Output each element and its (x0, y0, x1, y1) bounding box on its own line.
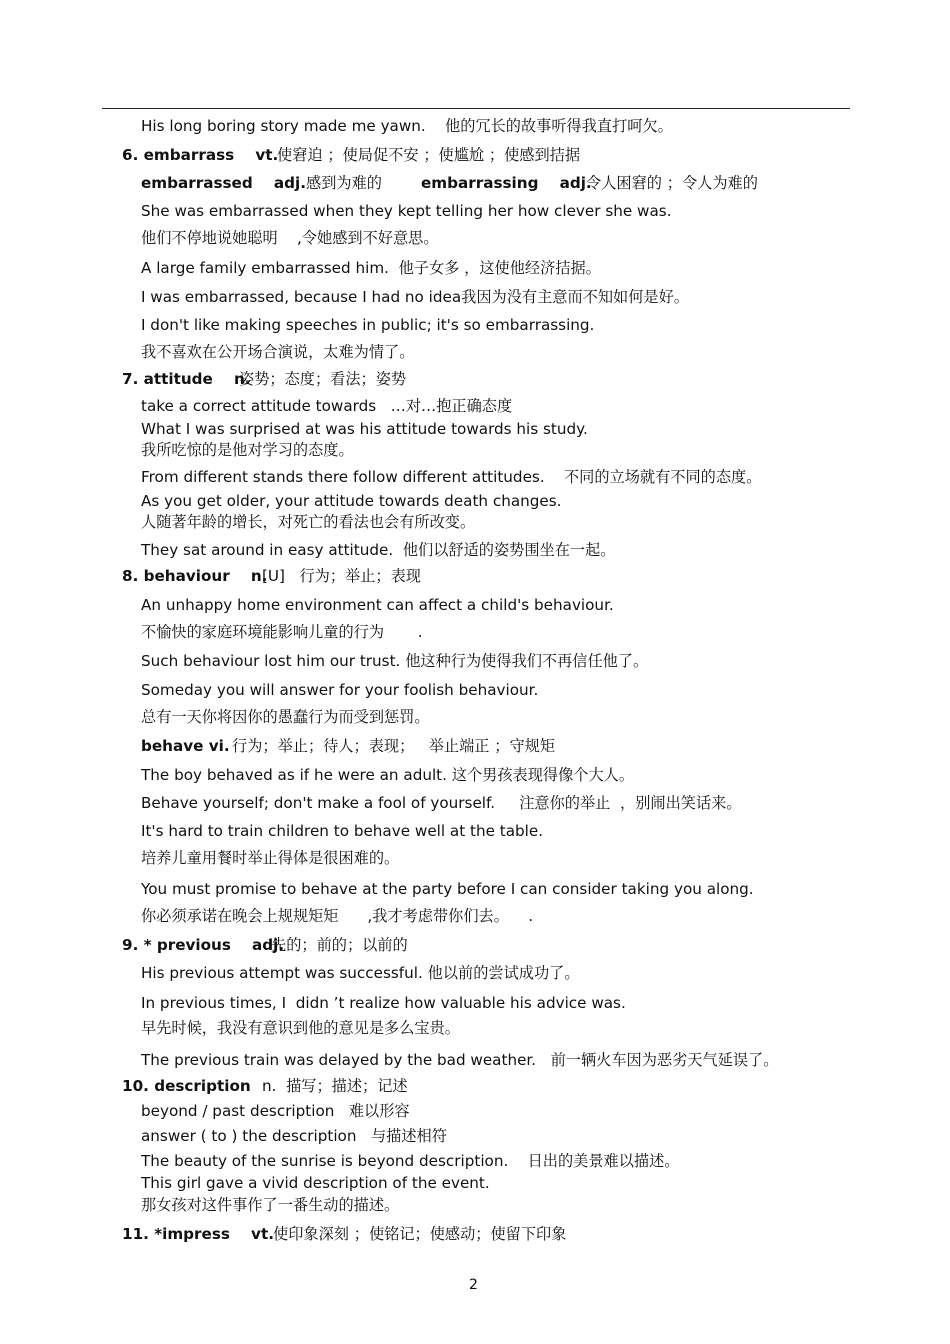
text-line: 我不喜欢在公开场合演说，太难为情了。 (141, 343, 415, 361)
text-line: Behave yourself; don't make a fool of yourself. 注意你的举止 ，别闹出笑话来。 (141, 794, 742, 812)
text-line: His previous attempt was successful. 他以前的尝试成功了。 (141, 964, 580, 982)
text-line: 行为；举止；待人；表现； 举止端正 ；守规矩 (232, 737, 556, 755)
text-line: 8. behaviour n. (122, 567, 268, 585)
text-line: 人随著年龄的增长，对死亡的看法也会有所改变。 (141, 513, 476, 531)
text-line: The boy behaved as if he were an adult. 这个男孩表现得像个大人。 (141, 766, 635, 784)
text-line: 感到为难的 (306, 174, 382, 192)
text-line: 先的；前的；以前的 (271, 936, 408, 954)
text-line: The previous train was delayed by the bad weather. 前一辆火车因为恶劣天气延误了。 (141, 1051, 779, 1069)
text-line: 使窘迫 ；使局促不安 ；使尴尬 ；使感到拮据 (277, 146, 581, 164)
text-line: answer ( to ) the description 与描述相符 (141, 1127, 447, 1145)
text-line: 使印象深刻 ；使铭记；使感动；使留下印象 (273, 1225, 567, 1243)
text-line: A large family embarrassed him. 他子女多 ，这使他经济拮据。 (141, 259, 601, 277)
text-line: 7. attitude n. (122, 370, 251, 388)
text-line: 你必须承诺在晚会上规规矩矩 ,我才考虑带你们去。 . (141, 907, 534, 925)
text-line: 令人困窘的 ；令人为难的 (586, 174, 758, 192)
text-line: take a correct attitude towards …对…抱正确态度 (141, 397, 513, 415)
text-line: 总有一天你将因你的愚蠢行为而受到惩罚。 (141, 708, 430, 726)
text-line: 他们不停地说她聪明 ,令她感到不好意思。 (141, 229, 439, 247)
text-line: As you get older, your attitude towards death changes. (141, 492, 562, 510)
text-line: 姿势；态度；看法；姿势 (239, 370, 407, 388)
text-line: An unhappy home environment can affect a child's behaviour. (141, 596, 614, 614)
text-line: You must promise to behave at the party before I can consider taking you along. (141, 880, 754, 898)
text-line: 不愉快的家庭环境能影响儿童的行为 . (141, 623, 423, 641)
text-line: [U] 行为；举止；表现 (262, 567, 421, 585)
text-line: From different stands there follow different attitudes. 不同的立场就有不同的态度。 (141, 468, 762, 486)
text-line: It's hard to train children to behave well at the table. (141, 822, 544, 840)
text-line: In previous times, I didn ’t realize how valuable his advice was. (141, 994, 626, 1012)
text-line: 9. * previous adj. (122, 936, 285, 954)
text-line: His long boring story made me yawn. 他的冗长的故事听得我直打呵欠。 (141, 117, 673, 135)
text-line: embarrassed adj. (141, 174, 306, 192)
text-line: 培养儿童用餐时举止得体是很困难的。 (141, 849, 400, 867)
text-line: They sat around in easy attitude. 他们以舒适的姿势围坐在一起。 (141, 541, 616, 559)
text-line: 我所吃惊的是他对学习的态度。 (141, 441, 354, 459)
text-line: I don't like making speeches in public; it's so embarrassing. (141, 316, 595, 334)
text-line: n. 描写；描述；记述 (262, 1077, 408, 1095)
text-line: embarrassing adj. (421, 174, 592, 192)
text-line: Such behaviour lost him our trust. 他这种行为使得我们不再信任他了。 (141, 652, 649, 670)
text-line: She was embarrassed when they kept telling her how clever she was. (141, 202, 672, 220)
text-line: 11. *impress vt. (122, 1225, 274, 1243)
text-line: Someday you will answer for your foolish behaviour. (141, 681, 539, 699)
text-line: 早先时候，我没有意识到他的意见是多么宝贵。 (141, 1019, 460, 1037)
text-line: 10. description (122, 1077, 251, 1095)
text-line: This girl gave a vivid description of the event. (141, 1174, 490, 1192)
text-line: behave vi. (141, 737, 230, 755)
text-line: What I was surprised at was his attitude towards his study. (141, 420, 588, 438)
text-line: beyond / past description 难以形容 (141, 1102, 410, 1120)
text-line: The beauty of the sunrise is beyond description. 日出的美景难以描述。 (141, 1152, 680, 1170)
text-line: 那女孩对这件事作了一番生动的描述。 (141, 1196, 400, 1214)
text-line: I was embarrassed, because I had no idea我因为没有主意而不知如何是好。 (141, 288, 689, 306)
header-rule (102, 108, 850, 109)
text-line: 6. embarrass vt. (122, 146, 279, 164)
page-number: 2 (469, 1277, 478, 1293)
